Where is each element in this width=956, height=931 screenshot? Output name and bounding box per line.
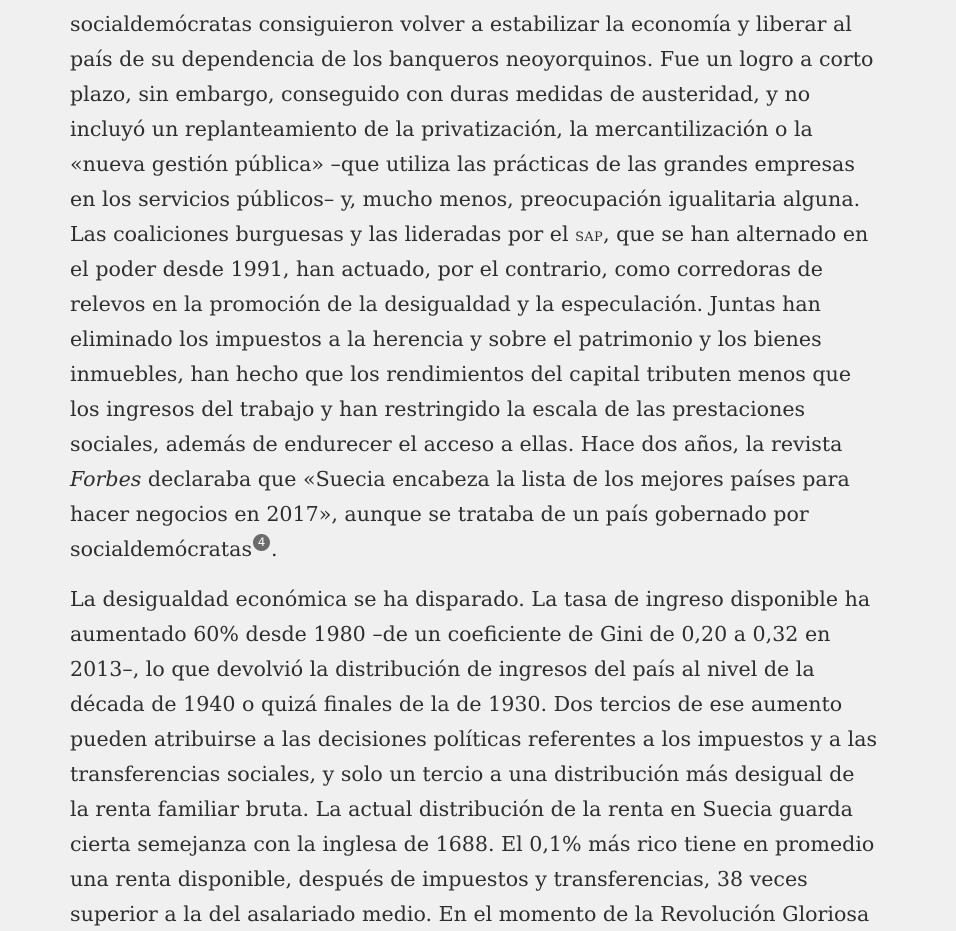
paragraph-1 (70, 7, 882, 567)
text-line: relevos en la promoción de la desigualdad y la especulación. Juntas han (70, 292, 821, 316)
publication-name: Forbes (70, 467, 142, 491)
text-line: década de 1940 o quizá finales de la de 1930. Dos tercios de ese aumento (70, 692, 843, 716)
text-line: socialdemócratas consiguieron volver a estabilizar la economía y liberar al (70, 12, 852, 36)
text-line: inmuebles, han hecho que los rendimientos del capital tributen menos que (70, 362, 852, 386)
text-run: declaraba que «Suecia encabeza la lista de los mejores países para (141, 467, 850, 491)
text-run: Las coaliciones burguesas y las lideradas por el (70, 222, 576, 246)
text-line: «nueva gestión pública» –que utiliza las prácticas de las grandes empresas (70, 152, 855, 176)
text-line: el poder desde 1991, han actuado, por el contrario, como corredoras de (70, 257, 823, 281)
text-line: 2013–, lo que devolvió la distribución de ingresos del país al nivel de la (70, 657, 815, 681)
text-line: plazo, sin embargo, conseguido con duras medidas de austeridad, y no (70, 82, 811, 106)
text-line: una renta disponible, después de impuestos y transferencias, 38 veces (70, 867, 808, 891)
text-line: La desigualdad económica se ha disparado. La tasa de ingreso disponible ha (70, 587, 871, 611)
article-body (70, 7, 882, 931)
text-run: , que se han alternado en (603, 222, 869, 246)
text-line: aumentado 60% desde 1980 –de un coeficiente de Gini de 0,20 a 0,32 en (70, 622, 831, 646)
text-line (70, 462, 882, 497)
text-line: incluyó un replanteamiento de la privatización, la mercantilización o la (70, 117, 813, 141)
text-line: superior a la del asalariado medio. En el momento de la Revolución Gloriosa (70, 902, 870, 926)
text-line: la renta familiar bruta. La actual distribución de la renta en Suecia guarda (70, 797, 853, 821)
text-line: sociales, además de endurecer el acceso a ellas. Hace dos años, la revista (70, 432, 843, 456)
text-line: eliminado los impuestos a la herencia y sobre el patrimonio y los bienes (70, 327, 822, 351)
paragraph-2 (70, 582, 882, 931)
text-line: los ingresos del trabajo y han restringido la escala de las prestaciones (70, 397, 806, 421)
text-run: socialdemócratas (70, 537, 253, 561)
text-line: cierta semejanza con la inglesa de 1688. El 0,1% más rico tiene en promedio (70, 832, 875, 856)
text-line: pueden atribuirse a las decisiones políticas referentes a los impuestos y a las (70, 727, 878, 751)
footnote-reference-badge[interactable]: 4 (253, 534, 270, 551)
text-line: transferencias sociales, y solo un tercio a una distribución más desigual de (70, 762, 855, 786)
text-line: país de su dependencia de los banqueros neoyorquinos. Fue un logro a corto (70, 47, 874, 71)
text-line: hacer negocios en 2017», aunque se trataba de un país gobernado por (70, 502, 809, 526)
text-line (70, 217, 882, 252)
text-run: . (271, 537, 278, 561)
text-line: en los servicios públicos– y, mucho menos, preocupación igualitaria alguna. (70, 187, 861, 211)
text-line (70, 532, 882, 567)
party-abbreviation: sap (575, 224, 604, 246)
